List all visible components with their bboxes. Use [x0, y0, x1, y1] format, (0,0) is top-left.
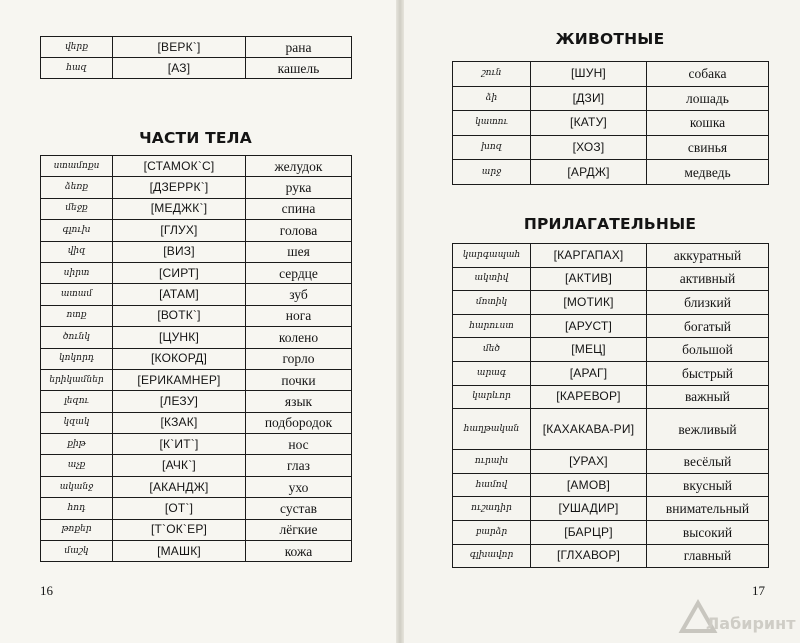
russian-translation: большой [647, 338, 769, 362]
russian-translation: шея [246, 241, 352, 262]
armenian-word: կզակ [41, 412, 113, 433]
vocab-row [41, 327, 352, 348]
russian-translation: нос [246, 434, 352, 455]
russian-translation: высокий [647, 520, 769, 544]
book-gutter [396, 0, 404, 643]
transcription: [ЦУНК] [113, 327, 246, 348]
armenian-word: բարձր [453, 520, 531, 544]
vocab-row [41, 177, 352, 198]
vocab-row [453, 111, 769, 136]
armenian-word: վիզ [41, 241, 113, 262]
russian-translation: важный [647, 385, 769, 409]
russian-translation: желудок [246, 156, 352, 177]
armenian-word: ուրախ [453, 450, 531, 474]
page-number-right: 17 [752, 583, 765, 598]
armenian-word: երիկամներ [41, 369, 113, 390]
transcription: [К`ИТ`] [113, 434, 246, 455]
armenian-word: հազ [41, 58, 113, 79]
vocab-row [453, 338, 769, 362]
armenian-word: հարուստ [453, 314, 531, 338]
russian-translation: кожа [246, 541, 352, 562]
armenian-word: արագ [453, 361, 531, 385]
vocab-row [453, 385, 769, 409]
russian-translation: глаз [246, 455, 352, 476]
armenian-word: գլուխ [41, 220, 113, 241]
russian-translation: голова [246, 220, 352, 241]
vocab-row [41, 412, 352, 433]
armenian-word: ակտիվ [453, 267, 531, 291]
russian-translation: ухо [246, 476, 352, 497]
transcription: [КОКОРД] [113, 348, 246, 369]
transcription: [КЗАК] [113, 412, 246, 433]
transcription: [БАРЦР] [531, 520, 647, 544]
armenian-word: արջ [453, 160, 531, 185]
vocab-row [41, 284, 352, 305]
russian-translation: вкусный [647, 473, 769, 497]
transcription: [АТАМ] [113, 284, 246, 305]
transcription: [МЕЦ] [531, 338, 647, 362]
armenian-word: համով [453, 473, 531, 497]
russian-translation: колено [246, 327, 352, 348]
vocab-row [453, 544, 769, 568]
russian-translation: спина [246, 198, 352, 219]
transcription: [АРУСТ] [531, 314, 647, 338]
russian-translation: богатый [647, 314, 769, 338]
armenian-word: ստամոքս [41, 156, 113, 177]
russian-translation: весёлый [647, 450, 769, 474]
vocab-row [453, 86, 769, 111]
vocab-row [41, 519, 352, 540]
transcription: [ДЗИ] [531, 86, 647, 111]
vocab-row [453, 520, 769, 544]
vocab-row [41, 434, 352, 455]
russian-translation: подбородок [246, 412, 352, 433]
body-parts-table [40, 155, 352, 562]
transcription: [ЕРИКАМНЕР] [113, 369, 246, 390]
armenian-word: թոքեր [41, 519, 113, 540]
transcription: [УШАДИР] [531, 497, 647, 521]
vocab-row [41, 391, 352, 412]
russian-translation: кашель [246, 58, 352, 79]
armenian-word: մոտիկ [453, 291, 531, 315]
russian-translation: сустав [246, 498, 352, 519]
armenian-word: հոդ [41, 498, 113, 519]
vocab-row [453, 62, 769, 87]
transcription: [СИРТ] [113, 262, 246, 283]
armenian-word: քիթ [41, 434, 113, 455]
vocab-row [453, 314, 769, 338]
vocab-row [453, 361, 769, 385]
vocab-row [41, 455, 352, 476]
transcription: [ВЕРК`] [113, 37, 246, 58]
animals-table [452, 61, 769, 185]
transcription: [Т`ОК`ЕР] [113, 519, 246, 540]
armenian-word: խոզ [453, 135, 531, 160]
armenian-word: կոկորդ [41, 348, 113, 369]
transcription: [КАХАКАВА-РИ] [531, 409, 647, 450]
transcription: [УРАХ] [531, 450, 647, 474]
transcription: [ХОЗ] [531, 135, 647, 160]
vocab-row [41, 262, 352, 283]
armenian-word: ականջ [41, 476, 113, 497]
transcription: [АЗ] [113, 58, 246, 79]
svg-text:Лабиринт: Лабиринт [706, 614, 796, 633]
transcription: [ДЗЕРРК`] [113, 177, 246, 198]
armenian-word: աչք [41, 455, 113, 476]
armenian-word: ուշադիր [453, 497, 531, 521]
russian-translation: собака [647, 62, 769, 87]
vocab-row [41, 198, 352, 219]
armenian-word: ձի [453, 86, 531, 111]
vocab-row [41, 58, 352, 79]
vocab-row [453, 473, 769, 497]
transcription: [ВОТК`] [113, 305, 246, 326]
vocab-row [41, 220, 352, 241]
armenian-word: հաղթական [453, 409, 531, 450]
russian-translation: горло [246, 348, 352, 369]
transcription: [АРДЖ] [531, 160, 647, 185]
transcription: [АКАНДЖ] [113, 476, 246, 497]
armenian-word: լեզու [41, 391, 113, 412]
armenian-word: մաշկ [41, 541, 113, 562]
russian-translation: свинья [647, 135, 769, 160]
russian-translation: быстрый [647, 361, 769, 385]
vocab-row [453, 409, 769, 450]
transcription: [ЛЕЗУ] [113, 391, 246, 412]
vocab-row [41, 156, 352, 177]
transcription: [КАТУ] [531, 111, 647, 136]
vocab-row [453, 497, 769, 521]
armenian-word: ատամ [41, 284, 113, 305]
transcription: [АМОВ] [531, 473, 647, 497]
vocab-row [453, 244, 769, 268]
vocab-row [453, 160, 769, 185]
armenian-word: գլխավոր [453, 544, 531, 568]
body-parts-heading: ЧАСТИ ТЕЛА [139, 129, 252, 147]
russian-translation: вежливый [647, 409, 769, 450]
russian-translation: сердце [246, 262, 352, 283]
top-vocab-table [40, 36, 352, 79]
transcription: [АКТИВ] [531, 267, 647, 291]
transcription: [ГЛХАВОР] [531, 544, 647, 568]
vocab-row [41, 348, 352, 369]
adjectives-table [452, 243, 769, 568]
vocab-row [41, 305, 352, 326]
armenian-word: մեջք [41, 198, 113, 219]
transcription: [АЧК`] [113, 455, 246, 476]
armenian-word: կատու [453, 111, 531, 136]
armenian-word: ոտք [41, 305, 113, 326]
transcription: [МАШК] [113, 541, 246, 562]
animals-heading: ЖИВОТНЫЕ [555, 30, 665, 48]
transcription: [МОТИК] [531, 291, 647, 315]
transcription: [ГЛУХ] [113, 220, 246, 241]
russian-translation: лошадь [647, 86, 769, 111]
vocab-row [41, 369, 352, 390]
transcription: [КАРГАПАХ] [531, 244, 647, 268]
vocab-row [453, 135, 769, 160]
russian-translation: лёгкие [246, 519, 352, 540]
armenian-word: վերք [41, 37, 113, 58]
russian-translation: язык [246, 391, 352, 412]
vocab-row [41, 476, 352, 497]
russian-translation: активный [647, 267, 769, 291]
russian-translation: нога [246, 305, 352, 326]
russian-translation: рана [246, 37, 352, 58]
russian-translation: внимательный [647, 497, 769, 521]
armenian-word: մեծ [453, 338, 531, 362]
russian-translation: аккуратный [647, 244, 769, 268]
vocab-row [453, 450, 769, 474]
vocab-row [41, 37, 352, 58]
vocab-row [453, 291, 769, 315]
vocab-row [41, 541, 352, 562]
armenian-word: ձեռք [41, 177, 113, 198]
russian-translation: главный [647, 544, 769, 568]
transcription: [СТАМОК`С] [113, 156, 246, 177]
transcription: [ВИЗ] [113, 241, 246, 262]
transcription: [МЕДЖК`] [113, 198, 246, 219]
vocab-row [41, 498, 352, 519]
transcription: [АРАГ] [531, 361, 647, 385]
vocab-row [453, 267, 769, 291]
vocab-row [41, 241, 352, 262]
russian-translation: зуб [246, 284, 352, 305]
page-number-left: 16 [40, 583, 53, 598]
transcription: [ШУН] [531, 62, 647, 87]
russian-translation: медведь [647, 160, 769, 185]
adjectives-heading: ПРИЛАГАТЕЛЬНЫЕ [523, 215, 697, 233]
transcription: [ОТ`] [113, 498, 246, 519]
russian-translation: почки [246, 369, 352, 390]
russian-translation: кошка [647, 111, 769, 136]
armenian-word: ծունկ [41, 327, 113, 348]
russian-translation: близкий [647, 291, 769, 315]
armenian-word: կարևոր [453, 385, 531, 409]
labirint-watermark-logo [676, 597, 796, 637]
armenian-word: կարգապահ [453, 244, 531, 268]
transcription: [КАРЕВОР] [531, 385, 647, 409]
russian-translation: рука [246, 177, 352, 198]
armenian-word: սիրտ [41, 262, 113, 283]
armenian-word: շուն [453, 62, 531, 87]
